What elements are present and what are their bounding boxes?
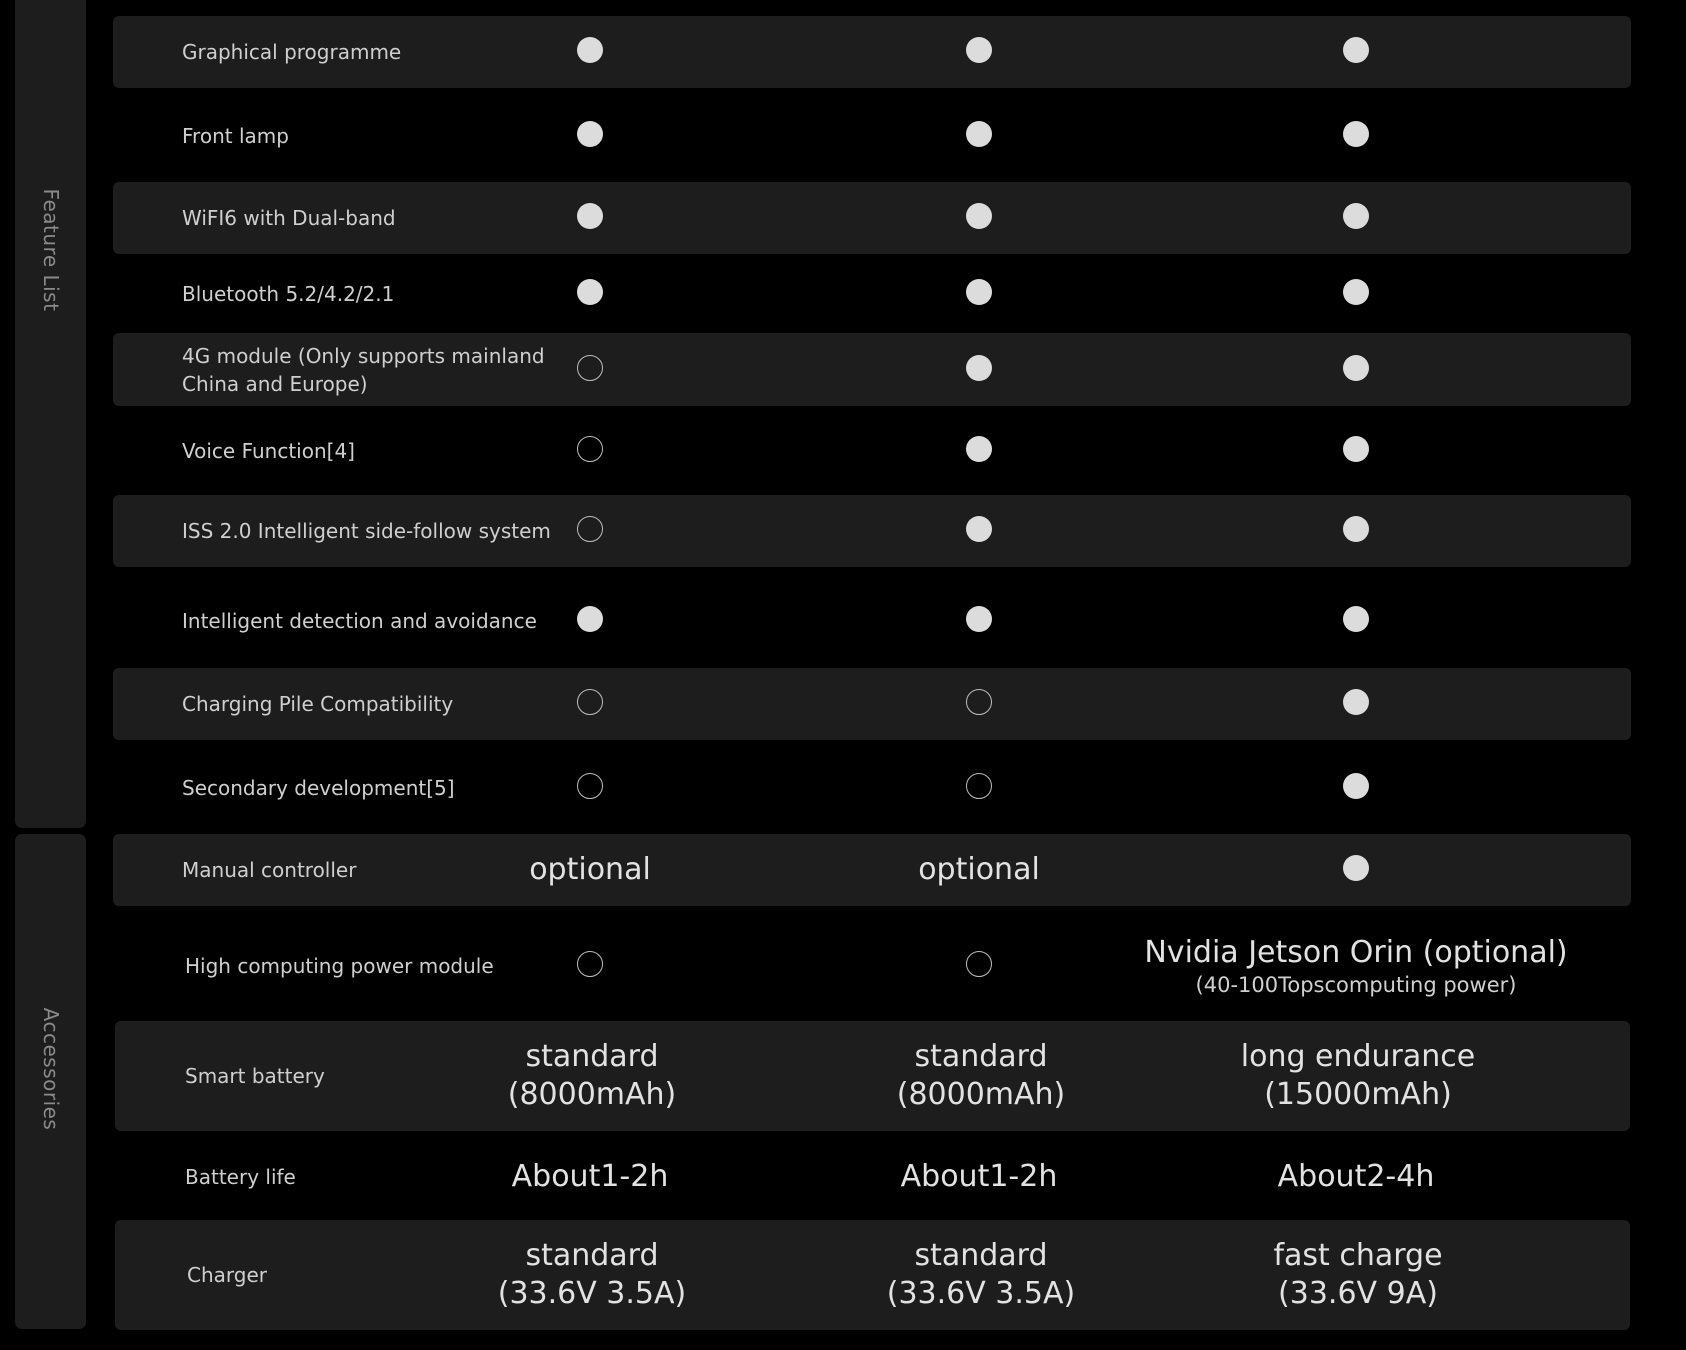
availability-mark bbox=[1343, 606, 1369, 636]
availability-mark bbox=[1343, 279, 1369, 309]
feature-label: Bluetooth 5.2/4.2/2.1 bbox=[182, 282, 395, 306]
availability-mark bbox=[577, 516, 603, 546]
table-row bbox=[113, 920, 1631, 1012]
availability-mark bbox=[1343, 436, 1369, 466]
feature-label: Smart battery bbox=[185, 1064, 325, 1088]
table-row bbox=[113, 834, 1631, 906]
value-main: long endurance bbox=[1240, 1039, 1476, 1074]
table-row bbox=[113, 258, 1631, 330]
table-row bbox=[113, 100, 1631, 172]
value-line2: (15000mAh) bbox=[1264, 1077, 1452, 1112]
filled-circle-icon bbox=[1343, 773, 1369, 799]
value-line2: (33.6V 3.5A) bbox=[886, 1276, 1076, 1311]
table-row bbox=[113, 668, 1631, 740]
filled-circle-icon bbox=[577, 279, 603, 305]
value-text bbox=[1144, 934, 1567, 998]
value-text: About2-4h bbox=[1277, 1159, 1435, 1194]
availability-mark bbox=[1343, 855, 1369, 885]
filled-circle-icon bbox=[1343, 855, 1369, 881]
feature-label: Graphical programme bbox=[182, 40, 402, 64]
value-main: fast charge bbox=[1273, 1238, 1443, 1273]
filled-circle-icon bbox=[966, 516, 992, 542]
availability-mark bbox=[1343, 355, 1369, 385]
filled-circle-icon bbox=[966, 37, 992, 63]
availability-mark bbox=[966, 203, 992, 233]
filled-circle-icon bbox=[577, 606, 603, 632]
table-row bbox=[113, 585, 1631, 657]
table-row bbox=[113, 752, 1631, 824]
feature-label: High computing power module bbox=[185, 954, 494, 978]
availability-mark bbox=[1343, 37, 1369, 67]
availability-mark bbox=[1343, 773, 1369, 803]
availability-mark bbox=[577, 203, 603, 233]
feature-label: ISS 2.0 Intelligent side-follow system bbox=[182, 519, 551, 543]
availability-mark bbox=[577, 436, 603, 466]
filled-circle-icon bbox=[1343, 203, 1369, 229]
availability-mark bbox=[966, 121, 992, 151]
availability-mark bbox=[966, 37, 992, 67]
table-row bbox=[113, 415, 1631, 487]
feature-label: WiFI6 with Dual-band bbox=[182, 206, 396, 230]
availability-mark bbox=[966, 606, 992, 636]
availability-mark bbox=[1343, 516, 1369, 546]
empty-circle-icon bbox=[577, 355, 603, 381]
table-row bbox=[113, 16, 1631, 88]
feature-label: Charging Pile Compatibility bbox=[182, 692, 454, 716]
table-row bbox=[113, 182, 1631, 254]
filled-circle-icon bbox=[1343, 355, 1369, 381]
value-sub: (40-100Topscomputing power) bbox=[1195, 973, 1517, 997]
value-text bbox=[887, 1237, 1076, 1313]
filled-circle-icon bbox=[577, 203, 603, 229]
value-main: Nvidia Jetson Orin (optional) bbox=[1144, 935, 1568, 970]
availability-mark bbox=[577, 773, 603, 803]
table-row bbox=[115, 1021, 1630, 1131]
availability-mark bbox=[1343, 203, 1369, 233]
empty-circle-icon bbox=[966, 773, 992, 799]
feature-list-label: Feature List bbox=[38, 188, 63, 312]
filled-circle-icon bbox=[1343, 121, 1369, 147]
filled-circle-icon bbox=[1343, 606, 1369, 632]
value-line2: (8000mAh) bbox=[507, 1077, 677, 1112]
availability-mark bbox=[577, 355, 603, 385]
filled-circle-icon bbox=[966, 279, 992, 305]
availability-mark bbox=[1343, 121, 1369, 151]
availability-mark bbox=[966, 355, 992, 385]
value-line2: (8000mAh) bbox=[896, 1077, 1066, 1112]
value-text: About1-2h bbox=[511, 1159, 669, 1194]
filled-circle-icon bbox=[577, 37, 603, 63]
filled-circle-icon bbox=[966, 203, 992, 229]
value-main: standard bbox=[525, 1238, 659, 1273]
availability-mark bbox=[577, 279, 603, 309]
availability-mark bbox=[966, 436, 992, 466]
empty-circle-icon bbox=[577, 951, 603, 977]
value-line2: (33.6V 3.5A) bbox=[497, 1276, 687, 1311]
feature-label: Manual controller bbox=[182, 858, 357, 882]
availability-mark bbox=[966, 279, 992, 309]
filled-circle-icon bbox=[966, 606, 992, 632]
filled-circle-icon bbox=[1343, 279, 1369, 305]
table-row bbox=[113, 495, 1631, 567]
value-text bbox=[498, 1237, 687, 1313]
filled-circle-icon bbox=[966, 355, 992, 381]
availability-mark bbox=[966, 773, 992, 803]
value-text bbox=[1273, 1237, 1442, 1313]
empty-circle-icon bbox=[577, 689, 603, 715]
filled-circle-icon bbox=[1343, 37, 1369, 63]
table-row bbox=[113, 1141, 1631, 1213]
empty-circle-icon bbox=[577, 773, 603, 799]
availability-mark bbox=[577, 606, 603, 636]
value-text: optional bbox=[529, 852, 651, 887]
feature-label: 4G module (Only supports mainland China and Europe) bbox=[182, 343, 545, 396]
empty-circle-icon bbox=[966, 951, 992, 977]
availability-mark bbox=[577, 121, 603, 151]
filled-circle-icon bbox=[966, 121, 992, 147]
feature-list-section bbox=[15, 0, 86, 828]
availability-mark bbox=[577, 951, 603, 981]
empty-circle-icon bbox=[577, 436, 603, 462]
availability-mark bbox=[577, 37, 603, 67]
table-row bbox=[113, 333, 1631, 406]
accessories-label: Accessories bbox=[38, 1007, 63, 1131]
value-main: standard bbox=[525, 1039, 659, 1074]
filled-circle-icon bbox=[1343, 689, 1369, 715]
table-row bbox=[115, 1220, 1630, 1330]
availability-mark bbox=[966, 689, 992, 719]
filled-circle-icon bbox=[577, 121, 603, 147]
value-main: standard bbox=[914, 1238, 1048, 1273]
value-text bbox=[508, 1038, 677, 1114]
value-text bbox=[897, 1038, 1066, 1114]
feature-label: Charger bbox=[187, 1263, 267, 1287]
feature-label: Voice Function[4] bbox=[182, 439, 355, 463]
feature-label: Battery life bbox=[185, 1165, 296, 1189]
empty-circle-icon bbox=[966, 689, 992, 715]
feature-label: Secondary development[5] bbox=[182, 776, 455, 800]
availability-mark bbox=[1343, 689, 1369, 719]
filled-circle-icon bbox=[966, 436, 992, 462]
value-text: optional bbox=[918, 852, 1040, 887]
availability-mark bbox=[966, 516, 992, 546]
availability-mark bbox=[577, 689, 603, 719]
accessories-section bbox=[15, 834, 86, 1329]
feature-label: Intelligent detection and avoidance bbox=[182, 609, 537, 633]
availability-mark bbox=[966, 951, 992, 981]
empty-circle-icon bbox=[577, 516, 603, 542]
value-text: About1-2h bbox=[900, 1159, 1058, 1194]
filled-circle-icon bbox=[1343, 436, 1369, 462]
value-text bbox=[1241, 1038, 1476, 1114]
value-main: standard bbox=[914, 1039, 1048, 1074]
filled-circle-icon bbox=[1343, 516, 1369, 542]
value-line2: (33.6V 9A) bbox=[1278, 1276, 1438, 1311]
feature-label: Front lamp bbox=[182, 124, 289, 148]
